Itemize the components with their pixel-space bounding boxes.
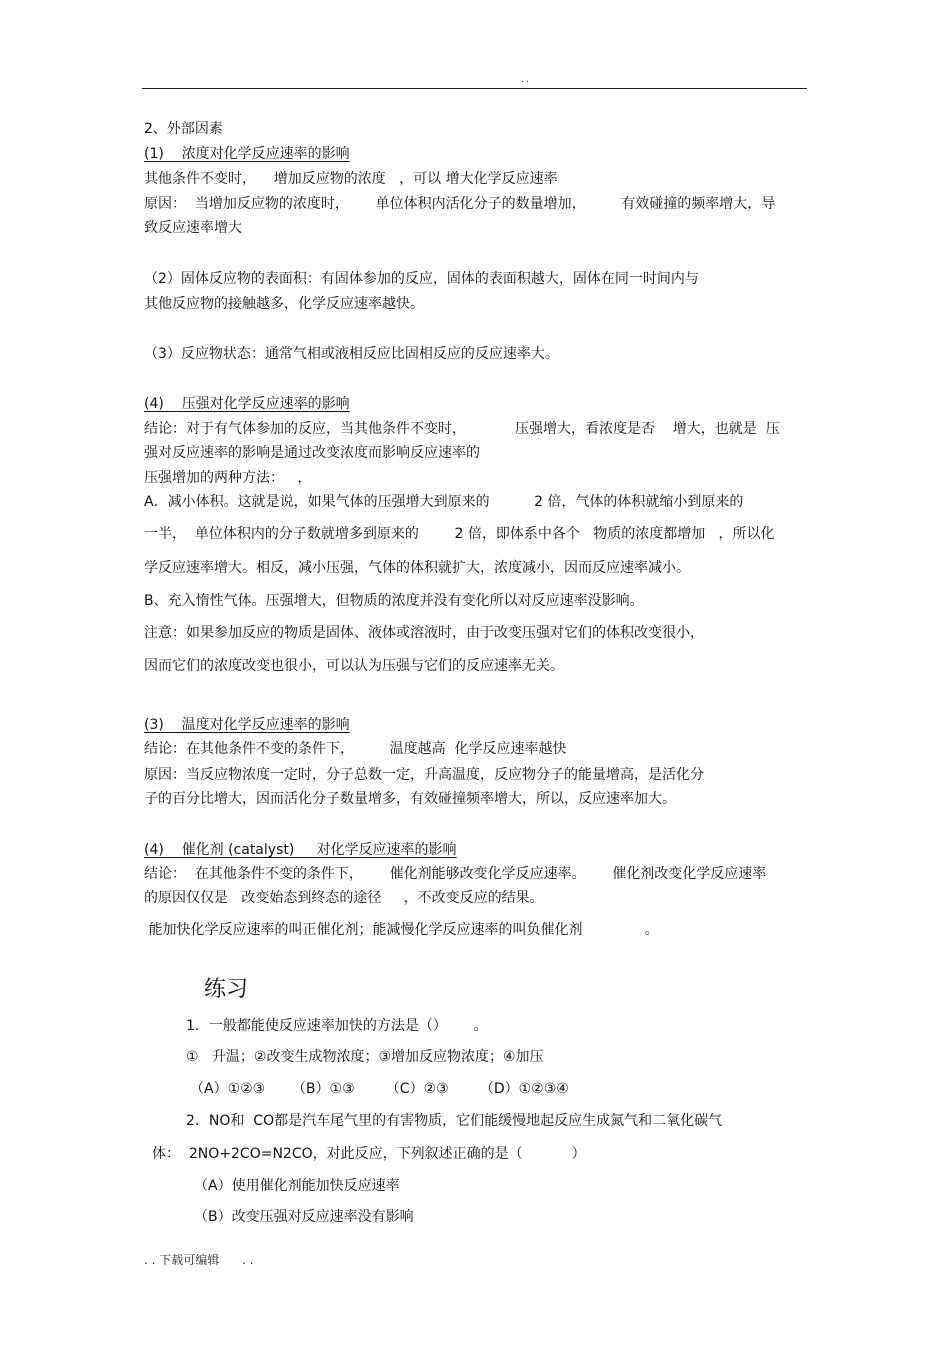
text-line: 注意：如果参加反应的物质是固体、液体或溶液时，由于改变压强对它们的体积改变很小，: [144, 625, 704, 641]
text-line: 因而它们的浓度改变也很小，可以认为压强与它们的反应速率无关。: [144, 658, 564, 674]
text-line: （2）固体反应物的表面积：有固体参加的反应，固体的表面积越大，固体在同一时间内与: [144, 271, 699, 287]
text-line: B、充入惰性气体。压强增大，但物质的浓度并没有变化所以对反应速率没影响。: [144, 593, 644, 609]
question-1-conditions: ① 升温；②改变生成物浓度；③增加反应物浓度；④加压: [186, 1049, 544, 1065]
text-line: 结论： 在其他条件不变的条件下， 催化剂能够改变化学反应速率。 催化剂改变化学反应速率: [144, 866, 767, 882]
text-line: A．减小体积。这就是说，如果气体的压强增大到原来的 2 倍，气体的体积就缩小到原来的: [144, 494, 744, 510]
question-2-option-b: （B）改变压强对反应速率没有影响: [194, 1209, 414, 1225]
text-line: 原因：当反应物浓度一定时，分子总数一定，升高温度，反应物分子的能量增高，是活化分: [144, 767, 704, 783]
subheading-catalyst: (4) 催化剂 (catalyst) 对化学反应速率的影响: [144, 842, 457, 858]
text-line: 致反应速率增大: [144, 220, 242, 236]
question-2-cont: 体： 2NO+2CO=N2CO，对此反应，下列叙述正确的是（ ）: [152, 1146, 586, 1162]
header-rule: [142, 88, 807, 89]
header-mark: ..: [521, 72, 530, 85]
text-line: 结论：对于有气体参加的反应，当其他条件不变时， 压强增大，看浓度是否 增大，也就是 压: [144, 421, 780, 437]
subheading-temperature: (3) 温度对化学反应速率的影响: [144, 717, 350, 733]
subheading-concentration: (1) 浓度对化学反应速率的影响: [144, 146, 350, 162]
text-line: 压强增加的两种方法： ，: [144, 470, 312, 486]
question-1: 1．一般都能使反应速率加快的方法是（） 。: [186, 1018, 488, 1034]
text-line: 其他条件不变时， 增加反应物的浓度 ，可以 增大化学反应速率: [144, 171, 558, 187]
text-line: 子的百分比增大，因而活化分子数量增多，有效碰撞频率增大，所以，反应速率加大。: [144, 791, 676, 807]
exercise-title: 练习: [204, 977, 249, 1002]
text-line: 的原因仅仅是 改变始态到终态的途径 ，不改变反应的结果。: [144, 890, 544, 906]
text-line: 学反应速率增大。相反，减小压强，气体的体积就扩大，浓度减小，因而反应速率减小。: [144, 560, 690, 576]
text-line: 其他反应物的接触越多，化学反应速率越快。: [144, 296, 424, 312]
subheading-pressure: (4) 压强对化学反应速率的影响: [144, 396, 350, 412]
text-line: 结论：在其他条件不变的条件下， 温度越高 化学反应速率越快: [144, 741, 567, 757]
section-heading: 2、外部因素: [144, 121, 223, 137]
text-line: （3）反应物状态：通常气相或液相反应比固相反应的反应速率大。: [144, 346, 559, 362]
question-2-option-a: （A）使用催化剂能加快反应速率: [194, 1178, 400, 1194]
question-1-options: （A）①②③ （B）①③ （C）②③ （D）①②③④: [190, 1081, 569, 1097]
page-footer: . . 下载可编辑 . .: [144, 1253, 254, 1267]
text-line: 强对反应速率的影响是通过改变浓度而影响反应速率的: [144, 445, 480, 461]
text-line: 原因： 当增加反应物的浓度时， 单位体积内活化分子的数量增加， 有效碰撞的频率增大，导: [144, 196, 776, 212]
text-line: 一半， 单位体积内的分子数就增多到原来的 2 倍，即体系中各个 物质的浓度都增加 ，所以化: [144, 526, 775, 542]
question-2: 2．NO和 CO都是汽车尾气里的有害物质，它们能缓慢地起反应生成氮气和二氧化碳气: [186, 1113, 723, 1129]
text-line: 能加快化学反应速率的叫正催化剂；能减慢化学反应速率的叫负催化剂 。: [144, 922, 659, 938]
